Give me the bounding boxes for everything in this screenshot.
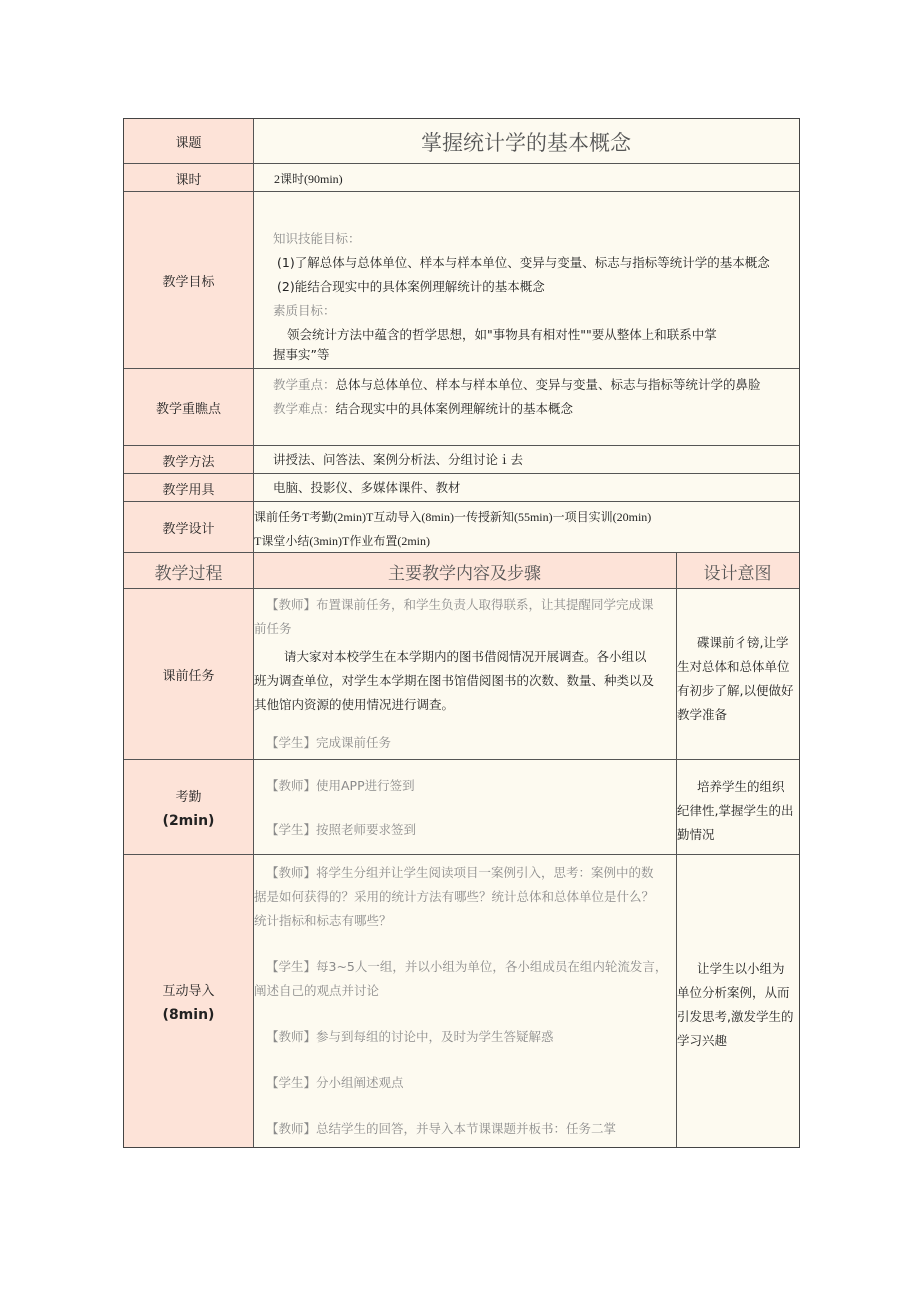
pre-teacher-line-1: 【教师】布置课前任务，和学生负责人取得联系，让其提醒同学完成课 xyxy=(266,597,654,612)
attendance-label: 考勤 xyxy=(175,790,202,805)
intro-intent-line-4: 学习兴趣 xyxy=(677,1033,728,1048)
process-header-col2 xyxy=(253,553,676,589)
intro-label: 互动导入 xyxy=(162,983,215,999)
methods-label: 教学方法 xyxy=(162,454,215,470)
intro-teacher-2: 【教师】参与到每组的讨论中，及时为学生答疑解惑 xyxy=(266,1029,554,1044)
process-header-col3-text: 设计意图 xyxy=(703,563,772,584)
attendance-content xyxy=(254,774,674,854)
intro-teacher-1-line-1: 【教师】将学生分组并让学生阅读项目一案例引入，思考：案例中的数 xyxy=(266,865,654,880)
pre-intent-line-1: 碟课前彳镑,让学 xyxy=(697,635,789,650)
keypoints-label: 教学重瞧点 xyxy=(155,402,221,417)
quality-heading: 素质目标： xyxy=(273,303,336,318)
intro-duration: (8min) xyxy=(162,1006,215,1023)
design-label: 教学设计 xyxy=(162,522,215,537)
process-header-col2-text: 主要教学内容及步骤 xyxy=(388,563,541,584)
row-divider xyxy=(124,473,799,474)
row-divider xyxy=(124,854,799,855)
intro-student-1-line-2: 阐述自己的观点并讨论 xyxy=(254,983,380,998)
attendance-student: 【学生】按照老师要求签到 xyxy=(266,822,417,837)
key-point-line xyxy=(273,373,797,397)
pre-intent-line-3: 有初步了解,以便做好 xyxy=(677,683,794,698)
process-header-col1 xyxy=(124,553,253,589)
pre-task-label: 课前任务 xyxy=(162,669,215,684)
intro-student-2: 【学生】分小组阐述观点 xyxy=(266,1075,404,1090)
goal-item-2: (2)能结合现实中的具体案例理解统计的基本概念 xyxy=(277,279,545,294)
difficulty-line xyxy=(273,397,797,421)
hours-value: 2课时(90min) xyxy=(274,171,343,186)
attendance-teacher: 【教师】使用APP进行签到 xyxy=(266,778,415,793)
goals-label: 教学目标 xyxy=(162,275,215,290)
keypoints-content xyxy=(273,373,797,443)
pre-task-line-2: 班为调查单位，对学生本学期在图书馆借阅图书的次数、数量、种类以及 xyxy=(254,673,655,688)
topic-label-cell xyxy=(124,119,253,164)
pre-task-line-1: 请大家对本校学生在本学期内的图书借阅情况开展调查。各小组以 xyxy=(284,649,647,664)
pre-task-intent xyxy=(677,631,799,741)
keypoints-label-cell xyxy=(124,369,253,446)
difficulty-heading: 教学难点： xyxy=(273,401,336,416)
column-divider xyxy=(676,553,677,1147)
goals-label-cell xyxy=(124,192,253,369)
design-line-2: T课堂小结(3min)T作业布置(2min) xyxy=(254,534,430,548)
attendance-intent-line-1: 培养学生的组织 xyxy=(697,779,785,794)
intro-intent-line-1: 让学生以小组为 xyxy=(697,961,785,976)
intro-intent-line-2: 单位分析案例，从而 xyxy=(677,985,790,1000)
tools-label-cell xyxy=(124,474,253,502)
methods-label-cell xyxy=(124,446,253,474)
row-divider xyxy=(124,445,799,446)
intro-student-1-line-1: 【学生】每3~5人一组，并以小组为单位，各小组成员在组内轮流发言， xyxy=(266,959,668,974)
difficulty-text: 结合现实中的具体案例理解统计的基本概念 xyxy=(335,401,574,416)
row-divider xyxy=(124,368,799,369)
attendance-intent-line-3: 勤情况 xyxy=(677,827,715,842)
quality-line-2: 握事实”等 xyxy=(273,347,330,362)
row-divider xyxy=(124,501,799,502)
attendance-intent-line-2: 纪律性,掌握学生的出 xyxy=(677,803,794,818)
intro-teacher-1-line-2: 据是如何获得的？采用的统计方法有哪些？统计总体和总体单位是什么？ xyxy=(254,889,655,904)
intro-label-cell xyxy=(124,855,253,1147)
pre-intent-line-2: 生对总体和总体单位 xyxy=(677,659,790,674)
intro-intent-line-3: 引发思考,激发学生的 xyxy=(677,1009,794,1024)
pre-task-content xyxy=(254,593,674,758)
key-point-text: 总体与总体单位、样本与样本单位、变异与变量、标志与指标等统计学的鼻脸 xyxy=(335,377,761,392)
intro-teacher-1-line-3: 统计指标和标志有哪些？ xyxy=(254,913,392,928)
goals-content xyxy=(273,227,797,369)
intro-content xyxy=(254,861,675,1145)
intro-intent xyxy=(677,957,799,1067)
process-header-col1-text: 教学过程 xyxy=(154,563,223,584)
tools-label: 教学用具 xyxy=(162,482,215,498)
design-value-cell xyxy=(254,503,798,553)
methods-value-cell xyxy=(273,448,797,474)
pre-intent-line-4: 教学准备 xyxy=(677,707,728,722)
row-divider xyxy=(124,191,799,192)
design-line-1: 课前任务T考勤(2min)T互动导入(8min)一传授新知(55min)一项目实训(20min) xyxy=(254,510,652,524)
tools-value: 电脑、投影仪、多媒体课件、教材 xyxy=(273,480,461,495)
tools-value-cell xyxy=(273,476,797,502)
topic-label: 课题 xyxy=(175,136,202,151)
intro-teacher-3: 【教师】总结学生的回答，并导入本节课课题并板书：任务二掌 xyxy=(266,1121,617,1136)
attendance-label-cell xyxy=(124,760,253,855)
pre-teacher-line-2: 前任务 xyxy=(254,621,292,636)
knowledge-heading: 知识技能目标： xyxy=(273,231,361,246)
hours-value-cell xyxy=(274,164,794,192)
attendance-intent xyxy=(677,775,799,853)
hours-label-cell xyxy=(124,164,253,192)
lesson-plan-table xyxy=(123,118,800,1148)
hours-label: 课时 xyxy=(175,172,202,188)
process-header-col3 xyxy=(676,553,799,589)
pre-task-line-3: 其他馆内资源的使用情况进行调查。 xyxy=(254,697,455,712)
quality-line-1: 领会统计方法中蕴含的哲学思想，如"事物具有相对性""要从整体上和联系中掌 xyxy=(287,327,717,342)
key-point-heading: 教学重点： xyxy=(273,377,336,392)
row-divider xyxy=(124,163,799,164)
topic-value-cell xyxy=(253,119,799,164)
pre-student: 【学生】完成课前任务 xyxy=(266,735,392,750)
attendance-duration: (2min) xyxy=(162,813,215,829)
topic-title: 掌握统计学的基本概念 xyxy=(421,130,631,155)
column-divider xyxy=(253,119,254,1147)
pre-task-label-cell xyxy=(124,589,253,760)
row-divider xyxy=(124,588,799,589)
goal-item-1: (1)了解总体与总体单位、样本与样本单位、变异与变量、标志与指标等统计学的基本概念 xyxy=(277,255,770,270)
row-divider xyxy=(124,552,799,553)
row-divider xyxy=(124,759,799,760)
methods-value: 讲授法、问答法、案例分析法、分组讨论ｉ去 xyxy=(273,452,524,467)
design-label-cell xyxy=(124,502,253,553)
